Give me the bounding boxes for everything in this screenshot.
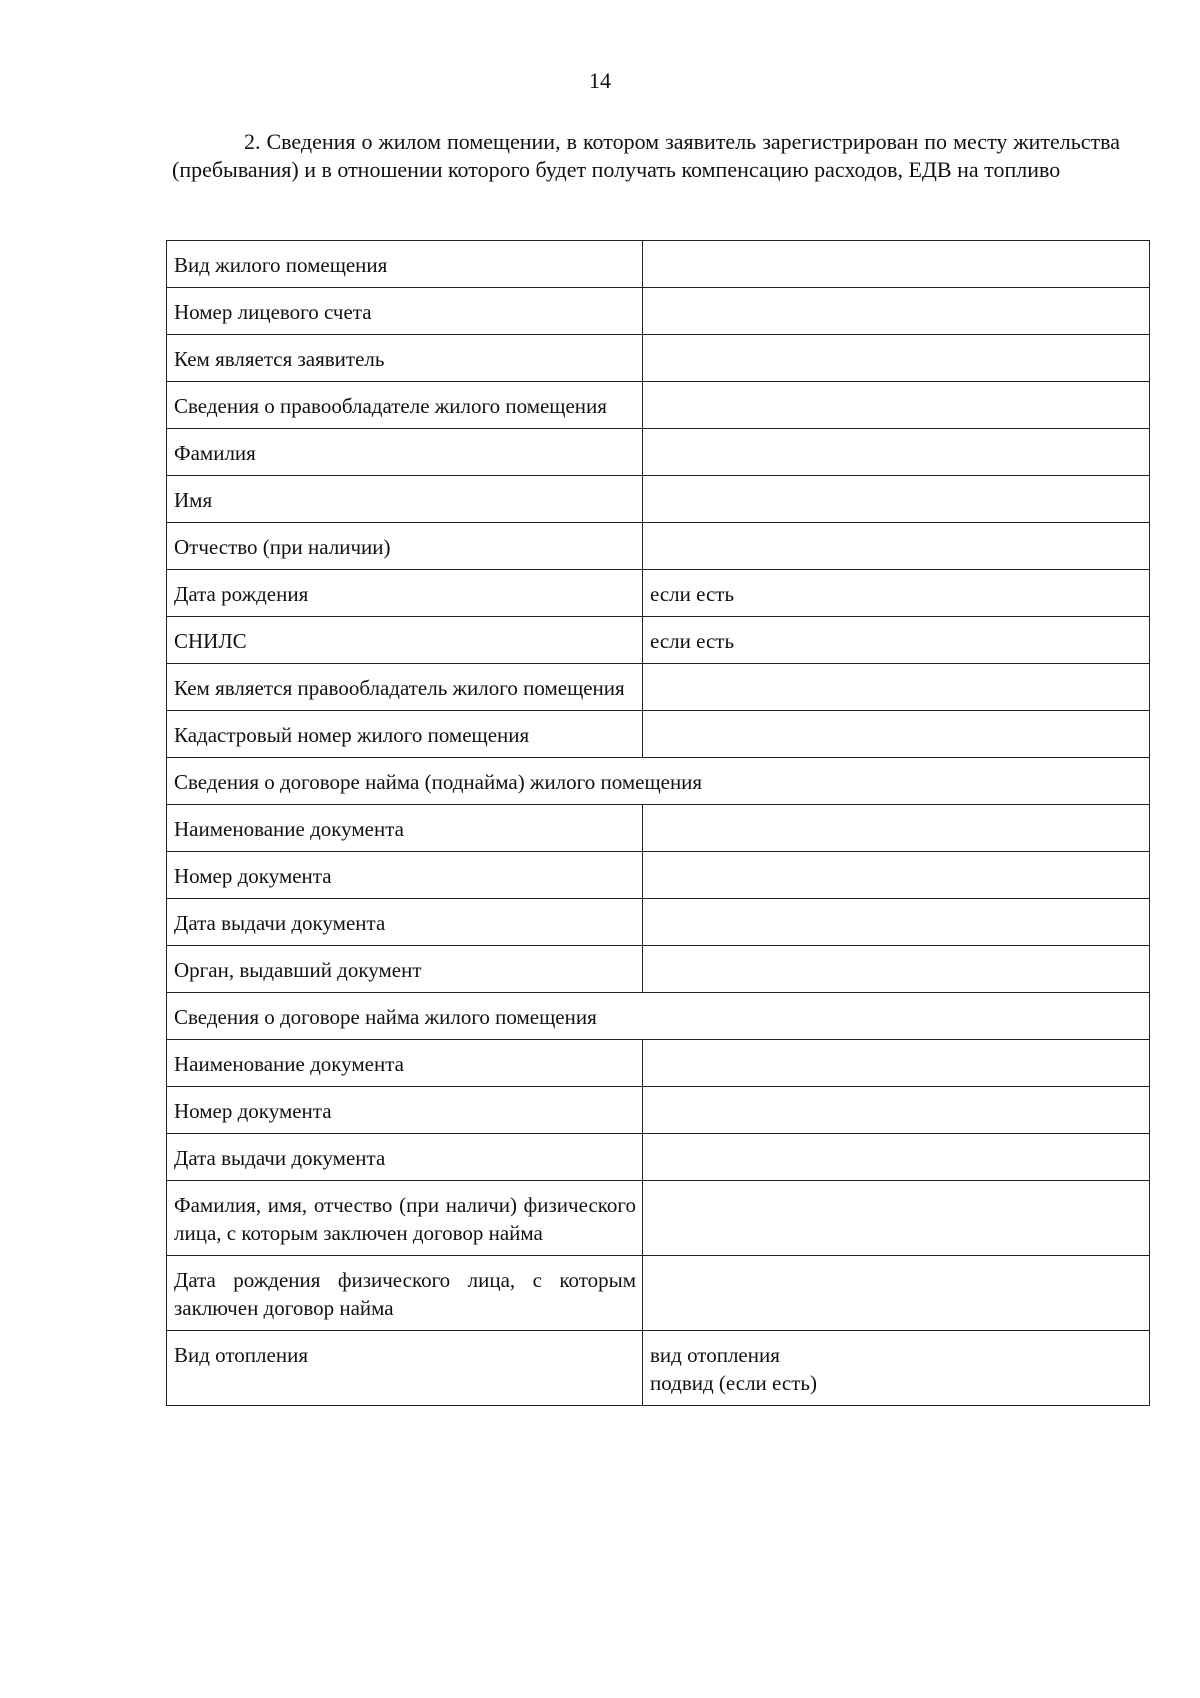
field-label-cell: Наименование документа <box>167 1040 643 1087</box>
field-value-cell[interactable] <box>643 664 1150 711</box>
field-label-cell: Сведения о правообладателе жилого помещения <box>167 382 643 429</box>
field-label-cell: Номер документа <box>167 1087 643 1134</box>
table-row <box>167 382 1150 429</box>
table-section-row <box>167 993 1150 1040</box>
table-row <box>167 288 1150 335</box>
field-label-cell: Номер документа <box>167 852 643 899</box>
field-label-cell: Фамилия, имя, отчество (при наличи) физического лица, с которым заключен договор найма <box>167 1181 643 1256</box>
field-label-cell: Номер лицевого счета <box>167 288 643 335</box>
field-value-cell[interactable] <box>643 852 1150 899</box>
field-label-cell: СНИЛС <box>167 617 643 664</box>
field-value-cell[interactable] <box>643 805 1150 852</box>
table-row <box>167 664 1150 711</box>
field-value-cell[interactable] <box>643 946 1150 993</box>
field-label-cell: Кем является заявитель <box>167 335 643 382</box>
table-row <box>167 852 1150 899</box>
field-label-cell: Наименование документа <box>167 805 643 852</box>
field-value-cell[interactable] <box>643 1256 1150 1331</box>
housing-info-table-body <box>167 241 1150 1406</box>
table-row <box>167 1181 1150 1256</box>
field-label-cell: Кем является правообладатель жилого помещения <box>167 664 643 711</box>
field-value-cell[interactable] <box>643 1181 1150 1256</box>
table-row <box>167 335 1150 382</box>
field-value-cell[interactable] <box>643 429 1150 476</box>
table-row <box>167 523 1150 570</box>
field-label-cell: Вид жилого помещения <box>167 241 643 288</box>
table-row <box>167 805 1150 852</box>
table-row <box>167 1040 1150 1087</box>
field-label-cell: Орган, выдавший документ <box>167 946 643 993</box>
table-row <box>167 1331 1150 1406</box>
field-value-cell[interactable]: вид отопления подвид (если есть) <box>643 1331 1150 1406</box>
table-row <box>167 476 1150 523</box>
section-heading-cell: Сведения о договоре найма жилого помещения <box>167 993 1150 1040</box>
page-number: 14 <box>589 68 611 93</box>
table-row <box>167 1256 1150 1331</box>
table-row <box>167 429 1150 476</box>
field-label-cell: Отчество (при наличии) <box>167 523 643 570</box>
field-value-cell[interactable] <box>643 476 1150 523</box>
field-value-cell[interactable] <box>643 1040 1150 1087</box>
table-row <box>167 241 1150 288</box>
field-value-cell[interactable] <box>643 288 1150 335</box>
field-value-cell[interactable] <box>643 382 1150 429</box>
field-value-cell[interactable] <box>643 523 1150 570</box>
field-value-cell[interactable]: если есть <box>643 617 1150 664</box>
table-row <box>167 617 1150 664</box>
table-row <box>167 1087 1150 1134</box>
field-label-cell: Дата выдачи документа <box>167 899 643 946</box>
field-label-cell: Вид отопления <box>167 1331 643 1406</box>
field-value-cell[interactable] <box>643 711 1150 758</box>
field-value-cell[interactable] <box>643 241 1150 288</box>
field-label-cell: Имя <box>167 476 643 523</box>
field-value-cell[interactable] <box>643 335 1150 382</box>
table-section-row <box>167 758 1150 805</box>
table-row <box>167 1134 1150 1181</box>
field-value-cell[interactable] <box>643 1134 1150 1181</box>
field-value-cell[interactable] <box>643 1087 1150 1134</box>
field-value-cell[interactable] <box>643 899 1150 946</box>
field-label-cell: Дата рождения <box>167 570 643 617</box>
table-row <box>167 946 1150 993</box>
table-row <box>167 899 1150 946</box>
section-intro: 2. Сведения о жилом помещении, в котором заявитель зарегистрирован по месту жительства (пребывания) и в отношении которого будет получать компенсацию расходов, ЕДВ на топливо <box>172 129 1120 182</box>
field-label-cell: Дата рождения физического лица, с которым заключен договор найма <box>167 1256 643 1331</box>
housing-info-table <box>166 240 1150 1406</box>
field-label-cell: Дата выдачи документа <box>167 1134 643 1181</box>
table-row <box>167 711 1150 758</box>
table-row <box>167 570 1150 617</box>
field-label-cell: Фамилия <box>167 429 643 476</box>
section-heading-cell: Сведения о договоре найма (поднайма) жилого помещения <box>167 758 1150 805</box>
field-label-cell: Кадастровый номер жилого помещения <box>167 711 643 758</box>
field-value-cell[interactable]: если есть <box>643 570 1150 617</box>
